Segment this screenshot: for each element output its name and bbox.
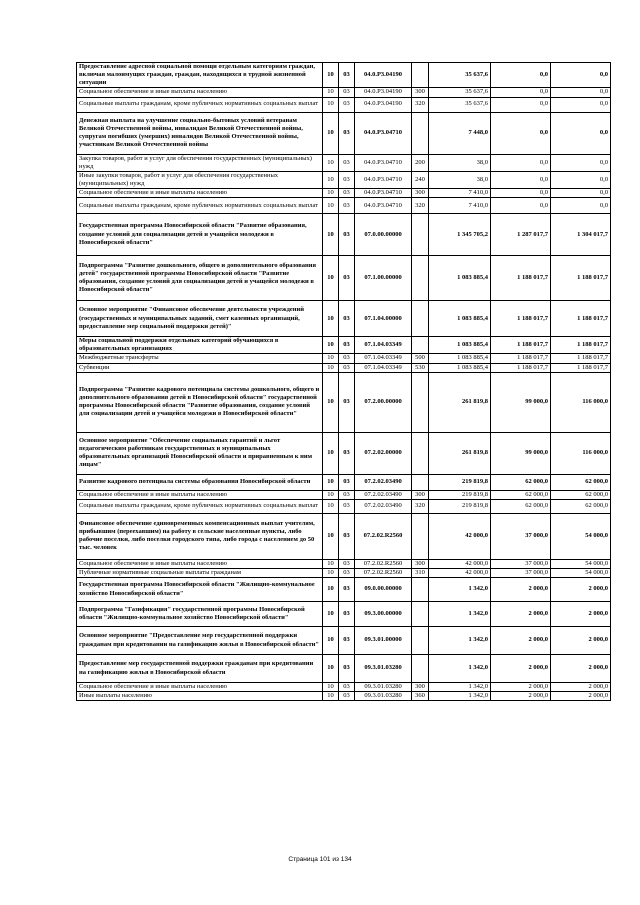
row-amount-year1: 1 342,0 [429, 655, 491, 683]
table-row [77, 559, 611, 568]
row-section-code: 10 [323, 490, 339, 499]
row-target-article: 07.1.04.03349 [355, 337, 412, 354]
row-amount-year2: 1 188 017,7 [491, 354, 551, 363]
row-name: Иные закупки товаров, работ и услуг для обеспечения государственных (муниципальных) нужд [77, 171, 323, 188]
row-name: Социальное обеспечение и иные выплаты населению [77, 683, 323, 692]
table-row [77, 337, 611, 354]
row-subsection-code: 03 [339, 198, 355, 214]
row-amount-year3: 0,0 [551, 88, 611, 97]
row-target-article: 04.0.P3.04190 [355, 88, 412, 97]
row-subsection-code: 03 [339, 627, 355, 655]
row-name: Социальное обеспечение и иные выплаты населению [77, 559, 323, 568]
row-amount-year3: 1 188 017,7 [551, 363, 611, 372]
row-amount-year1: 1 342,0 [429, 578, 491, 602]
table-body [77, 63, 611, 701]
row-subsection-code: 03 [339, 301, 355, 337]
row-amount-year3: 1 188 017,7 [551, 256, 611, 301]
row-section-code: 10 [323, 683, 339, 692]
row-target-article: 07.2.00.00000 [355, 372, 412, 432]
row-name: Закупка товаров, работ и услуг для обеспечения государственных (муниципальных) нужд [77, 154, 323, 171]
row-expense-type [412, 63, 429, 88]
row-section-code: 10 [323, 363, 339, 372]
row-amount-year3: 0,0 [551, 63, 611, 88]
row-name: Подпрограмма "Развитие кадрового потенциала системы дошкольного, общего и дополнительного образования детей в Новосибирской области" государственной программы Новосибирской области "Развитие образования, создание условий для социализации детей и учащейся молодежи в Новосибирской области" [77, 372, 323, 432]
row-amount-year1: 219 819,8 [429, 499, 491, 513]
row-name: Основное мероприятие "Обеспечение социальных гарантий и льгот педагогическим работникам государственных и муниципальных образовательных организаций Новосибирской области и приравненным к ним лицам" [77, 432, 323, 474]
row-section-code: 10 [323, 189, 339, 198]
row-target-article: 04.0.P3.04710 [355, 154, 412, 171]
row-name: Денежная выплата на улучшение социально-бытовых условий ветеранам Великой Отечественной войны, инвалидам Великой Отечественной войны, супругам погибших (умерших) инвалидов Великой Отечественной войны, участникам Великой Отечественной войны [77, 112, 323, 154]
table-row [77, 189, 611, 198]
table-row [77, 568, 611, 577]
table-row [77, 214, 611, 256]
row-amount-year1: 7 410,0 [429, 198, 491, 214]
row-amount-year1: 38,0 [429, 171, 491, 188]
row-expense-type [412, 578, 429, 602]
row-amount-year3: 0,0 [551, 154, 611, 171]
row-expense-type: 300 [412, 189, 429, 198]
row-expense-type [412, 432, 429, 474]
table-row [77, 88, 611, 97]
table-row [77, 499, 611, 513]
row-amount-year1: 1 345 705,2 [429, 214, 491, 256]
row-amount-year3: 0,0 [551, 189, 611, 198]
row-target-article: 04.0.P3.04710 [355, 189, 412, 198]
page-number: Страница 101 из 134 [288, 856, 352, 863]
table-row [77, 655, 611, 683]
row-target-article: 04.0.P3.04710 [355, 171, 412, 188]
row-subsection-code: 03 [339, 692, 355, 701]
row-amount-year2: 37 000,0 [491, 513, 551, 559]
row-subsection-code: 03 [339, 154, 355, 171]
row-subsection-code: 03 [339, 578, 355, 602]
row-target-article: 09.3.00.00000 [355, 602, 412, 627]
row-amount-year3: 54 000,0 [551, 559, 611, 568]
row-target-article: 07.2.02.00000 [355, 432, 412, 474]
row-amount-year2: 1 188 017,7 [491, 363, 551, 372]
table-row [77, 112, 611, 154]
row-amount-year3: 1 188 017,7 [551, 354, 611, 363]
row-target-article: 09.3.01.03280 [355, 655, 412, 683]
row-amount-year1: 35 637,6 [429, 88, 491, 97]
row-amount-year3: 54 000,0 [551, 513, 611, 559]
row-section-code: 10 [323, 602, 339, 627]
row-amount-year1: 35 637,6 [429, 63, 491, 88]
row-amount-year3: 2 000,0 [551, 627, 611, 655]
row-amount-year3: 62 000,0 [551, 474, 611, 490]
row-name: Государственная программа Новосибирской области "Жилищно-коммунальное хозяйство Новосибирской области" [77, 578, 323, 602]
row-amount-year1: 1 342,0 [429, 602, 491, 627]
row-section-code: 10 [323, 256, 339, 301]
row-subsection-code: 03 [339, 372, 355, 432]
table-row [77, 474, 611, 490]
row-subsection-code: 03 [339, 474, 355, 490]
row-target-article: 07.0.00.00000 [355, 214, 412, 256]
row-expense-type: 360 [412, 692, 429, 701]
row-amount-year2: 1 188 017,7 [491, 256, 551, 301]
table-row [77, 578, 611, 602]
row-subsection-code: 03 [339, 432, 355, 474]
row-name: Предоставление адресной социальной помощи отдельным категориям граждан, включая малоимущих граждан, граждан, находящихся в трудной жизненной ситуации [77, 63, 323, 88]
row-amount-year2: 37 000,0 [491, 559, 551, 568]
row-subsection-code: 03 [339, 171, 355, 188]
row-expense-type: 300 [412, 490, 429, 499]
row-name: Социальное обеспечение и иные выплаты населению [77, 189, 323, 198]
row-target-article: 09.3.01.03280 [355, 692, 412, 701]
table-row [77, 301, 611, 337]
row-target-article: 04.0.P3.04190 [355, 97, 412, 112]
row-section-code: 10 [323, 559, 339, 568]
row-name: Меры социальной поддержки отдельных категорий обучающихся в образовательных организациях [77, 337, 323, 354]
table-row [77, 97, 611, 112]
row-subsection-code: 03 [339, 214, 355, 256]
row-expense-type: 200 [412, 154, 429, 171]
row-expense-type [412, 602, 429, 627]
row-amount-year2: 0,0 [491, 63, 551, 88]
row-target-article: 09.3.01.00000 [355, 627, 412, 655]
table-row [77, 198, 611, 214]
row-amount-year2: 0,0 [491, 97, 551, 112]
table-row [77, 627, 611, 655]
row-expense-type [412, 474, 429, 490]
row-subsection-code: 03 [339, 683, 355, 692]
row-section-code: 10 [323, 88, 339, 97]
row-amount-year2: 62 000,0 [491, 499, 551, 513]
row-amount-year3: 2 000,0 [551, 683, 611, 692]
row-expense-type: 310 [412, 568, 429, 577]
row-amount-year2: 2 000,0 [491, 692, 551, 701]
table-row [77, 432, 611, 474]
row-amount-year2: 62 000,0 [491, 474, 551, 490]
row-amount-year2: 2 000,0 [491, 683, 551, 692]
row-name: Социальное обеспечение и иные выплаты населению [77, 88, 323, 97]
row-subsection-code: 03 [339, 63, 355, 88]
row-amount-year3: 0,0 [551, 112, 611, 154]
row-target-article: 07.2.02.03490 [355, 474, 412, 490]
row-section-code: 10 [323, 97, 339, 112]
row-amount-year2: 62 000,0 [491, 490, 551, 499]
row-amount-year1: 42 000,0 [429, 559, 491, 568]
row-expense-type [412, 372, 429, 432]
row-amount-year2: 0,0 [491, 189, 551, 198]
row-name: Основное мероприятие "Финансовое обеспечение деятельности учреждений (государственных и муниципальных заданий, смет казенных организаций, предоставление мер социальной поддержки детей)" [77, 301, 323, 337]
row-target-article: 04.0.P3.04190 [355, 63, 412, 88]
row-amount-year3: 2 000,0 [551, 602, 611, 627]
row-section-code: 10 [323, 154, 339, 171]
table-row [77, 513, 611, 559]
row-expense-type: 300 [412, 683, 429, 692]
row-amount-year2: 99 000,0 [491, 372, 551, 432]
row-amount-year2: 2 000,0 [491, 578, 551, 602]
row-name: Подпрограмма "Газификация" государственной программы Новосибирской области "Жилищно-коммунальное хозяйство Новосибирской области" [77, 602, 323, 627]
row-section-code: 10 [323, 627, 339, 655]
table-row [77, 154, 611, 171]
row-amount-year3: 62 000,0 [551, 499, 611, 513]
row-amount-year3: 1 188 017,7 [551, 301, 611, 337]
row-target-article: 07.2.02.R2560 [355, 513, 412, 559]
row-target-article: 09.0.00.00000 [355, 578, 412, 602]
row-name: Социальное обеспечение и иные выплаты населению [77, 490, 323, 499]
row-section-code: 10 [323, 337, 339, 354]
row-amount-year2: 0,0 [491, 154, 551, 171]
row-expense-type: 320 [412, 198, 429, 214]
row-amount-year1: 1 342,0 [429, 627, 491, 655]
row-amount-year2: 0,0 [491, 198, 551, 214]
row-amount-year2: 2 000,0 [491, 655, 551, 683]
row-subsection-code: 03 [339, 602, 355, 627]
row-subsection-code: 03 [339, 559, 355, 568]
row-expense-type [412, 112, 429, 154]
row-section-code: 10 [323, 354, 339, 363]
row-expense-type: 530 [412, 363, 429, 372]
row-target-article: 07.2.02.R2560 [355, 568, 412, 577]
row-amount-year1: 42 000,0 [429, 513, 491, 559]
row-amount-year2: 1 287 017,7 [491, 214, 551, 256]
table-row [77, 602, 611, 627]
row-expense-type [412, 214, 429, 256]
table-row [77, 256, 611, 301]
row-amount-year2: 99 000,0 [491, 432, 551, 474]
row-target-article: 07.2.02.03490 [355, 499, 412, 513]
row-expense-type [412, 513, 429, 559]
row-amount-year3: 1 188 017,7 [551, 337, 611, 354]
row-amount-year2: 2 000,0 [491, 602, 551, 627]
row-target-article: 07.2.02.R2560 [355, 559, 412, 568]
row-expense-type: 320 [412, 97, 429, 112]
row-name: Основное мероприятие "Предоставление мер государственной поддержки гражданам при кредитовании на газификацию жилья в Новосибирской области" [77, 627, 323, 655]
row-expense-type: 320 [412, 499, 429, 513]
row-amount-year1: 261 819,8 [429, 372, 491, 432]
row-target-article: 07.2.02.03490 [355, 490, 412, 499]
row-section-code: 10 [323, 499, 339, 513]
table-row [77, 683, 611, 692]
row-section-code: 10 [323, 63, 339, 88]
row-name: Подпрограмма "Развитие дошкольного, общего и дополнительного образования детей" государственной программы Новосибирской области "Развитие образования, создание условий для социализации детей и учащейся молодежи в Новосибирской области" [77, 256, 323, 301]
row-amount-year2: 1 188 017,7 [491, 337, 551, 354]
row-amount-year2: 37 000,0 [491, 568, 551, 577]
row-expense-type [412, 655, 429, 683]
row-section-code: 10 [323, 372, 339, 432]
table-row [77, 363, 611, 372]
row-expense-type [412, 627, 429, 655]
row-name: Развитие кадрового потенциала системы образования Новосибирской области [77, 474, 323, 490]
row-section-code: 10 [323, 474, 339, 490]
row-amount-year2: 0,0 [491, 171, 551, 188]
table-row [77, 372, 611, 432]
row-amount-year3: 2 000,0 [551, 655, 611, 683]
row-amount-year1: 261 819,8 [429, 432, 491, 474]
row-amount-year3: 1 304 017,7 [551, 214, 611, 256]
row-subsection-code: 03 [339, 97, 355, 112]
row-target-article: 07.1.04.03349 [355, 354, 412, 363]
row-amount-year1: 1 083 885,4 [429, 363, 491, 372]
row-subsection-code: 03 [339, 363, 355, 372]
row-amount-year1: 7 448,0 [429, 112, 491, 154]
row-amount-year1: 1 342,0 [429, 692, 491, 701]
row-amount-year3: 2 000,0 [551, 692, 611, 701]
row-expense-type: 300 [412, 88, 429, 97]
row-amount-year3: 116 000,0 [551, 372, 611, 432]
row-target-article: 07.1.04.03349 [355, 363, 412, 372]
row-section-code: 10 [323, 568, 339, 577]
row-subsection-code: 03 [339, 256, 355, 301]
row-subsection-code: 03 [339, 499, 355, 513]
table-row [77, 692, 611, 701]
row-amount-year3: 54 000,0 [551, 568, 611, 577]
row-amount-year1: 1 083 885,4 [429, 337, 491, 354]
row-subsection-code: 03 [339, 490, 355, 499]
row-section-code: 10 [323, 214, 339, 256]
row-amount-year2: 0,0 [491, 112, 551, 154]
row-amount-year2: 0,0 [491, 88, 551, 97]
row-name: Социальные выплаты гражданам, кроме публичных нормативных социальных выплат [77, 198, 323, 214]
row-name: Публичные нормативные социальные выплаты гражданам [77, 568, 323, 577]
row-expense-type [412, 337, 429, 354]
row-target-article: 07.1.00.00000 [355, 256, 412, 301]
row-target-article: 09.3.01.03280 [355, 683, 412, 692]
row-name: Финансовое обеспечение единовременных компенсационных выплат учителям, прибывшим (переехавшим) на работу в сельские населенные пункты, либо рабочие поселки, либо поселки городского типа, либо города с населением до 50 тыс. человек [77, 513, 323, 559]
row-amount-year1: 35 637,6 [429, 97, 491, 112]
row-subsection-code: 03 [339, 568, 355, 577]
row-amount-year3: 0,0 [551, 97, 611, 112]
row-section-code: 10 [323, 432, 339, 474]
row-target-article: 04.0.P3.04710 [355, 112, 412, 154]
row-subsection-code: 03 [339, 337, 355, 354]
row-name: Государственная программа Новосибирской области "Развитие образования, создание условий для социализации детей и учащейся молодежи в Новосибирской области" [77, 214, 323, 256]
row-expense-type [412, 256, 429, 301]
row-subsection-code: 03 [339, 513, 355, 559]
row-amount-year1: 219 819,8 [429, 474, 491, 490]
row-expense-type [412, 301, 429, 337]
row-amount-year1: 219 819,8 [429, 490, 491, 499]
row-amount-year2: 2 000,0 [491, 627, 551, 655]
row-subsection-code: 03 [339, 354, 355, 363]
row-amount-year1: 38,0 [429, 154, 491, 171]
budget-table [76, 62, 611, 701]
row-name: Предоставление мер государственной поддержки гражданам при кредитовании на газификацию жилья в Новосибирской области [77, 655, 323, 683]
row-amount-year3: 116 000,0 [551, 432, 611, 474]
row-section-code: 10 [323, 198, 339, 214]
row-amount-year1: 1 083 885,4 [429, 256, 491, 301]
table-row [77, 354, 611, 363]
row-section-code: 10 [323, 301, 339, 337]
row-section-code: 10 [323, 655, 339, 683]
row-amount-year1: 42 000,0 [429, 568, 491, 577]
row-target-article: 07.1.04.00000 [355, 301, 412, 337]
row-section-code: 10 [323, 513, 339, 559]
row-amount-year1: 1 342,0 [429, 683, 491, 692]
table-row [77, 63, 611, 88]
row-section-code: 10 [323, 692, 339, 701]
row-expense-type: 300 [412, 559, 429, 568]
row-name: Социальные выплаты гражданам, кроме публичных нормативных социальных выплат [77, 97, 323, 112]
row-amount-year3: 2 000,0 [551, 578, 611, 602]
row-section-code: 10 [323, 578, 339, 602]
row-name: Межбюджетные трансферты [77, 354, 323, 363]
table-row [77, 490, 611, 499]
row-target-article: 04.0.P3.04710 [355, 198, 412, 214]
row-amount-year1: 7 410,0 [429, 189, 491, 198]
row-subsection-code: 03 [339, 88, 355, 97]
row-subsection-code: 03 [339, 189, 355, 198]
row-name: Социальные выплаты гражданам, кроме публичных нормативных социальных выплат [77, 499, 323, 513]
row-amount-year2: 1 188 017,7 [491, 301, 551, 337]
row-expense-type: 240 [412, 171, 429, 188]
row-amount-year3: 0,0 [551, 198, 611, 214]
row-amount-year3: 62 000,0 [551, 490, 611, 499]
row-section-code: 10 [323, 171, 339, 188]
row-amount-year1: 1 083 885,4 [429, 301, 491, 337]
row-subsection-code: 03 [339, 112, 355, 154]
row-amount-year3: 0,0 [551, 171, 611, 188]
row-expense-type: 500 [412, 354, 429, 363]
table-row [77, 171, 611, 188]
row-name: Иные выплаты населению [77, 692, 323, 701]
row-name: Субвенции [77, 363, 323, 372]
row-amount-year1: 1 083 885,4 [429, 354, 491, 363]
row-subsection-code: 03 [339, 655, 355, 683]
row-section-code: 10 [323, 112, 339, 154]
